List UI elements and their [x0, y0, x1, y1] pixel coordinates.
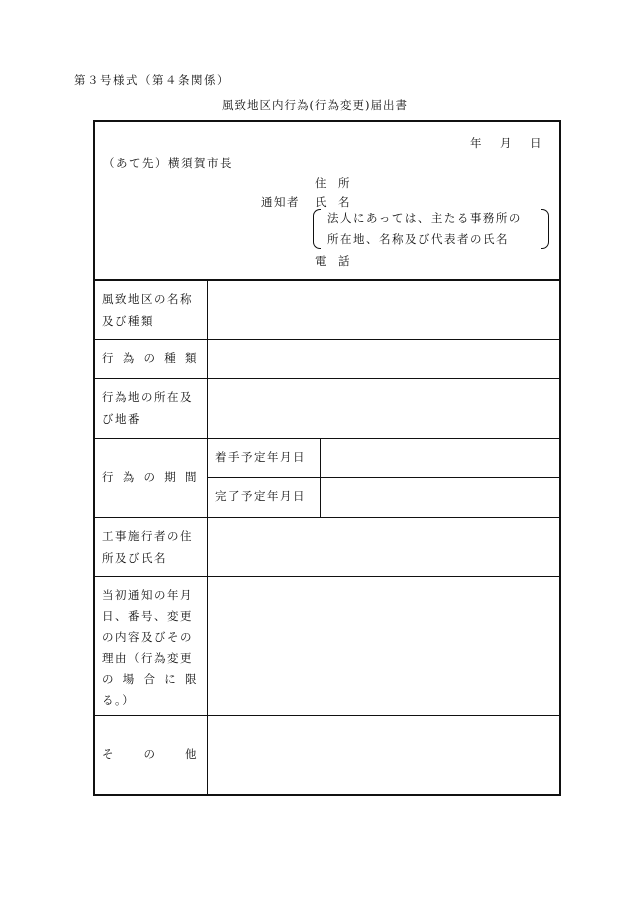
- contractor-label-line2: 所及び氏名: [102, 551, 167, 565]
- phone-label: 電 話: [315, 254, 350, 268]
- date-year-label: 年: [470, 136, 482, 150]
- corporation-note: [313, 208, 549, 250]
- name-label: 氏 名: [315, 195, 350, 209]
- initial-notice-label-line4: 理由（行為変更: [102, 651, 193, 665]
- other-label: その他: [102, 747, 198, 761]
- right-paren-icon: [541, 209, 549, 249]
- start-date-label: 着手予定年月日: [215, 450, 306, 464]
- initial-notice-label-line1: 当初通知の年月: [102, 588, 193, 602]
- address-label: 住 所: [315, 176, 350, 190]
- form-number: 第３号様式（第４条関係）: [74, 73, 230, 87]
- act-type-label: 行為の種類: [102, 351, 198, 365]
- initial-notice-label-line5: の場合に限: [102, 672, 198, 686]
- district-label-line2: 及び種類: [102, 314, 154, 328]
- initial-notice-label-line2: 日、番号、変更: [102, 609, 193, 623]
- notifier-label: 通知者: [261, 195, 300, 209]
- addressee: （あて先）横須賀市長: [103, 156, 233, 170]
- left-paren-icon: [313, 209, 321, 249]
- row-divider: [95, 378, 559, 379]
- contractor-label-line1: 工事施行者の住: [102, 529, 193, 543]
- end-date-label: 完了予定年月日: [215, 489, 306, 503]
- corporation-note-line1: 法人にあっては、主たる事務所の: [327, 211, 522, 225]
- corporation-note-line2: 所在地、名称及び代表者の氏名: [327, 232, 509, 246]
- period-inner-divider: [207, 477, 559, 478]
- period-label: 行為の期間: [102, 470, 198, 484]
- location-label-line2: び地番: [102, 412, 141, 426]
- date-month-label: 月: [500, 136, 512, 150]
- row-divider: [95, 438, 559, 439]
- location-label-line1: 行為地の所在及: [102, 390, 193, 404]
- row-divider: [95, 715, 559, 716]
- row-divider: [95, 517, 559, 518]
- date-day-label: 日: [530, 136, 542, 150]
- district-label-line1: 風致地区の名称: [102, 292, 193, 306]
- form-title: 風致地区内行為(行為変更)届出書: [222, 98, 408, 112]
- initial-notice-label-line6: る。）: [102, 693, 136, 707]
- row-divider: [95, 339, 559, 340]
- form-table: [93, 120, 561, 796]
- label-column-divider: [207, 279, 208, 794]
- initial-notice-label-line3: の内容及びその: [102, 630, 193, 644]
- row-divider: [95, 576, 559, 577]
- notice-divider: [95, 279, 559, 281]
- period-column-divider: [320, 438, 321, 517]
